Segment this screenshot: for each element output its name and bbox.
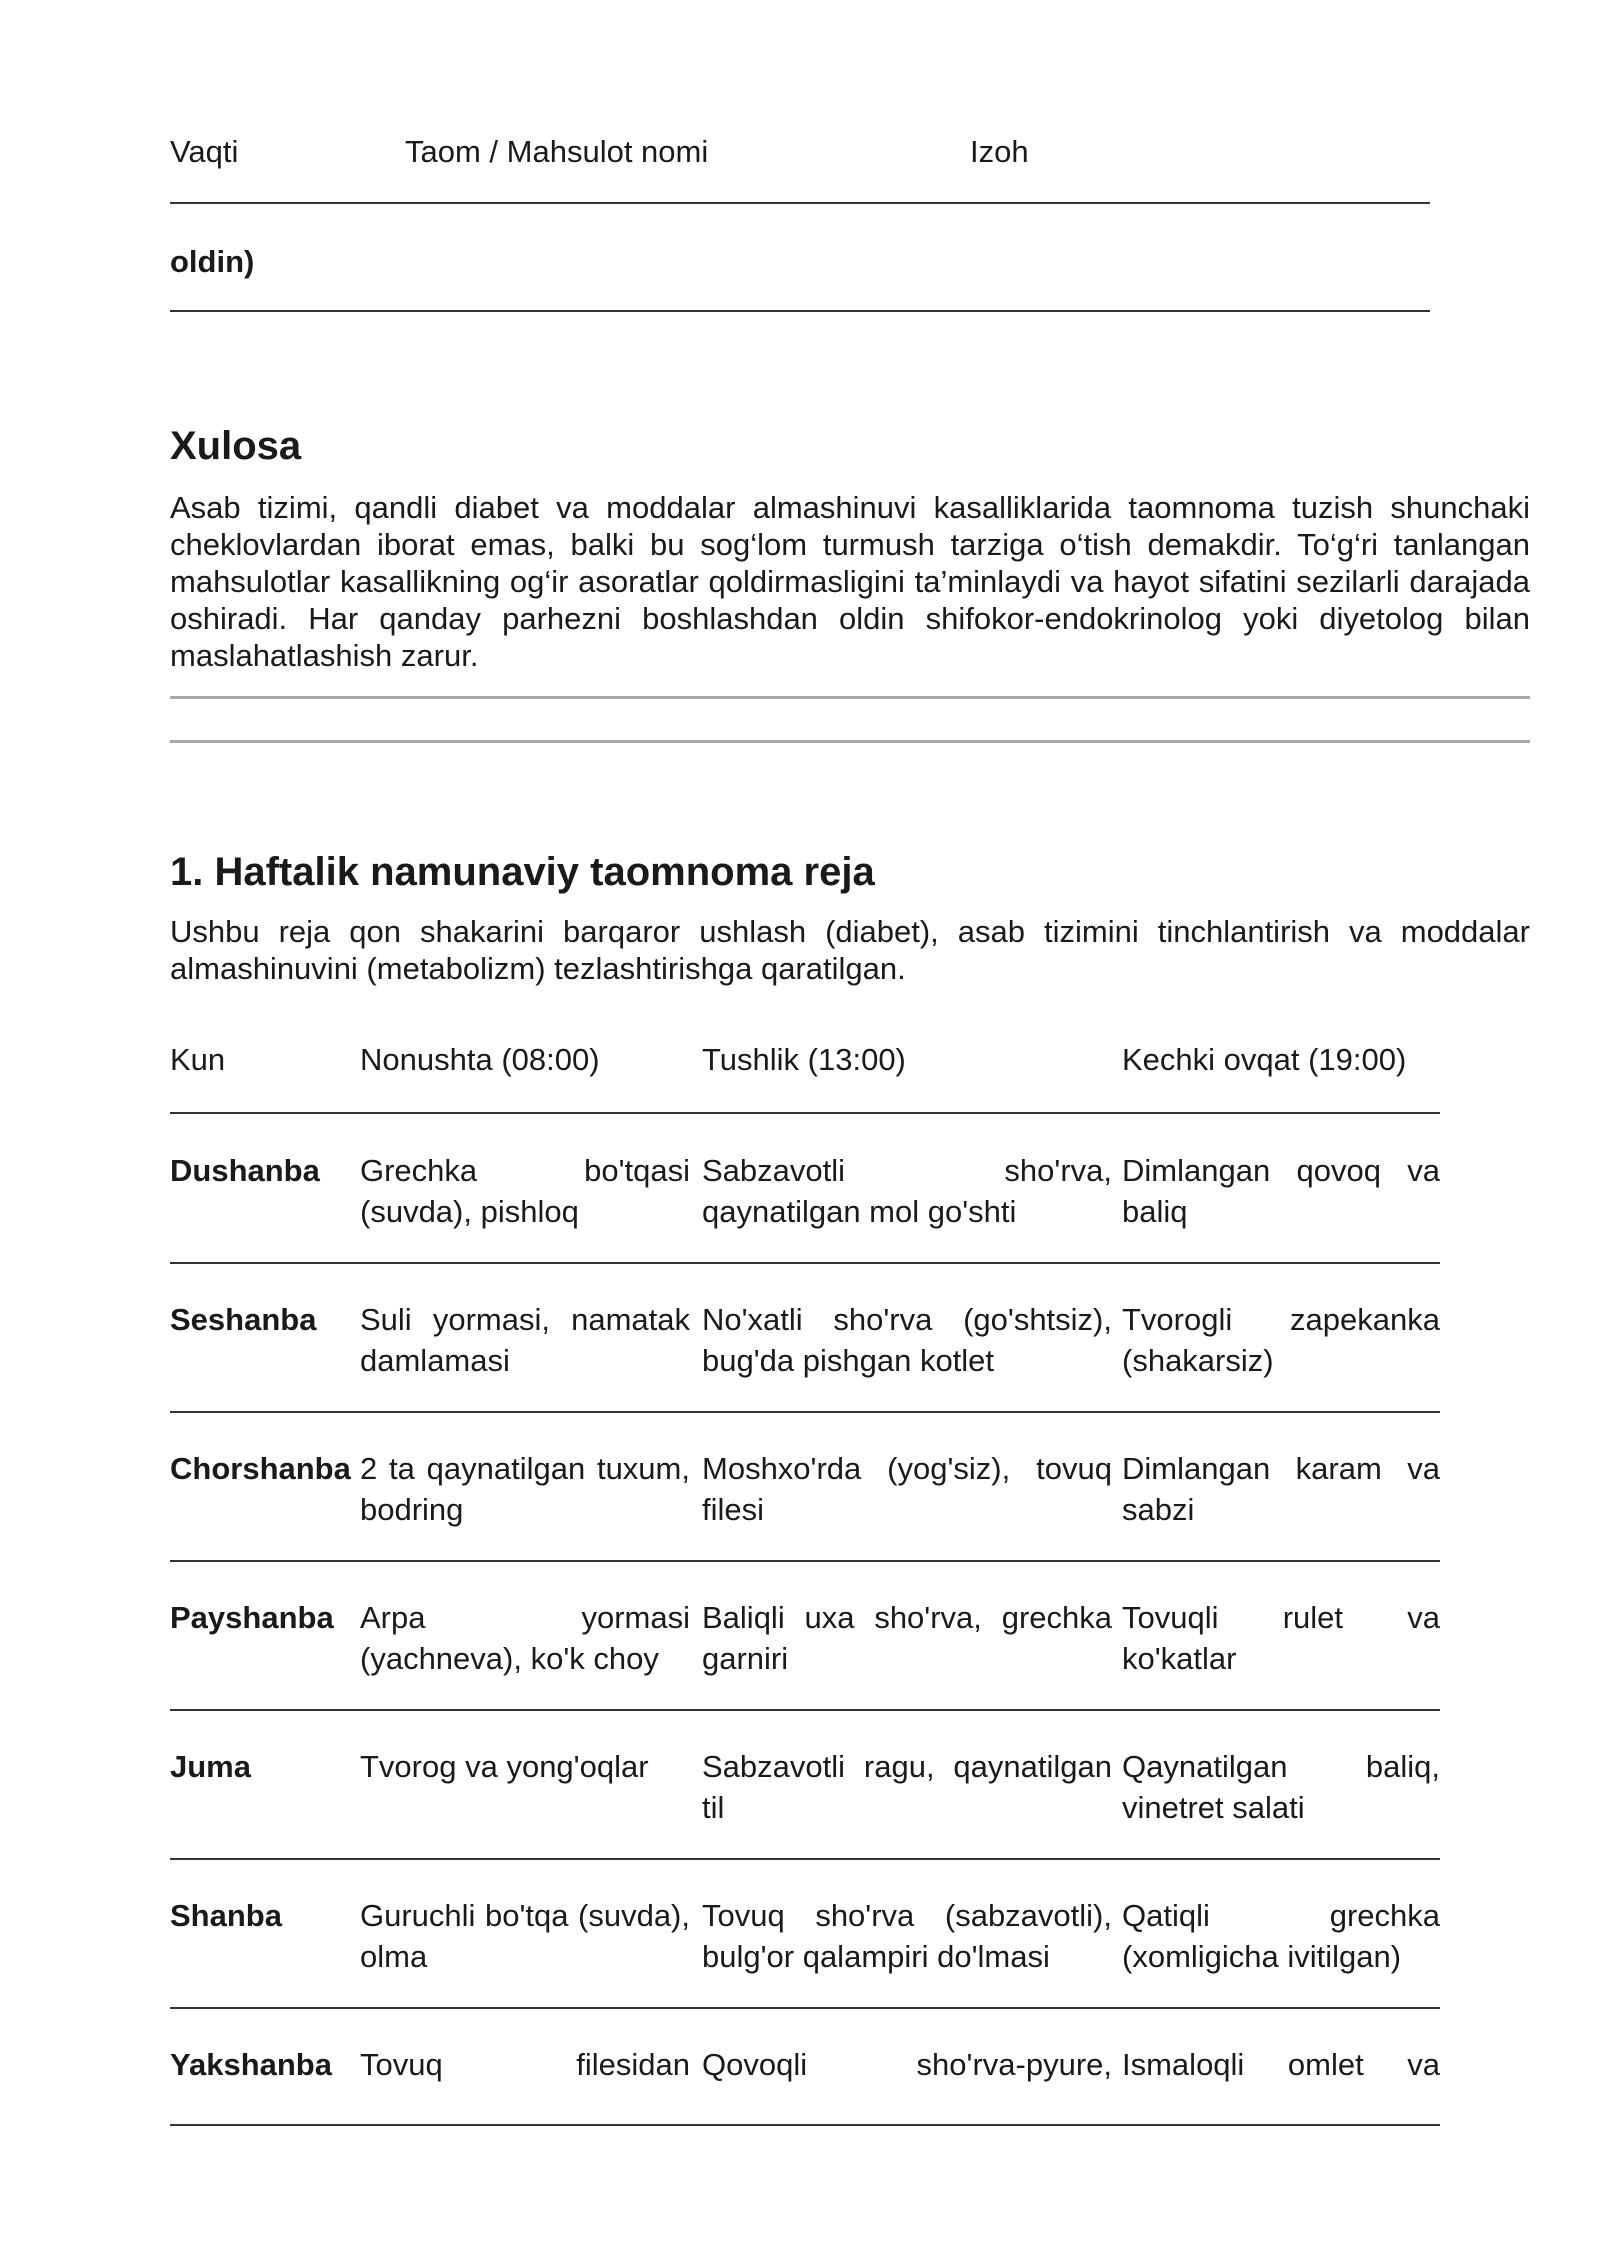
breakfast-cell: Tovuq filesidan (360, 2047, 690, 2082)
day-cell: Dushanba (170, 1153, 320, 1188)
lunch-cell: Sabzavotli ragu, qaynatilgan til (702, 1749, 1112, 1825)
breakfast-cell: 2 ta qaynatilgan tuxum, bodring (360, 1451, 690, 1527)
conclusion-paragraph: Asab tizimi, qandli diabet va moddalar almashinuvi kasalliklarida taomnoma tuzish shunchaki cheklovlardan iborat emas, balki bu sog‘lom turmush tarziga o‘tish demakdir. To‘g‘ri tanlangan mahsulotlar kasallikning og‘ir asoratlar qoldirmasligini ta’minlaydi va hayot sifatini sezilarli darajada oshiradi. Har qanday parhezni boshlashdan oldin shifokor-endokrinolog yoki diyetolog bilan maslahatlashish zarur. (170, 490, 1530, 673)
dinner-cell: Qatiqli grechka (xomligicha ivitilgan) (1122, 1898, 1440, 1974)
header-izoh: Izoh (970, 134, 1029, 169)
table-rule (170, 2007, 1440, 2009)
header-kun: Kun (170, 1042, 226, 1077)
table-rule (170, 1112, 1440, 1114)
header-tushlik: Tushlik (13:00) (702, 1042, 906, 1077)
day-cell: Chorshanba (170, 1451, 351, 1486)
dinner-cell: Ismaloqli omlet va (1122, 2047, 1440, 2082)
dinner-cell: Qaynatilgan baliq, vinetret salati (1122, 1749, 1440, 1825)
weekly-table-header (170, 1042, 1440, 1082)
breakfast-cell: Tvorog va yong'oqlar (360, 1749, 649, 1784)
day-cell: Seshanba (170, 1302, 317, 1337)
dinner-cell: Dimlangan karam va sabzi (1122, 1451, 1440, 1527)
header-kechki-ovqat: Kechki ovqat (19:00) (1122, 1042, 1407, 1077)
table-rule (170, 1560, 1440, 1562)
table-rule (170, 1262, 1440, 1264)
table-rule (170, 1709, 1440, 1711)
day-cell: Yakshanba (170, 2047, 332, 2082)
conclusion-title: Xulosa (170, 424, 302, 468)
dinner-cell: Dimlangan qovoq va baliq (1122, 1153, 1440, 1229)
breakfast-cell: Arpa yormasi (yachneva), ko'k choy (360, 1600, 690, 1676)
lunch-cell: No'xatli sho'rva (go'shtsiz), bug'da pishgan kotlet (702, 1302, 1112, 1378)
dinner-cell: Tvorogli zapekanka (shakarsiz) (1122, 1302, 1440, 1378)
weekly-plan-intro: Ushbu reja qon shakarini barqaror ushlash (diabet), asab tizimini tinchlantirish va moddalar almashinuvini (metabolizm) tezlashtirishga qaratilgan. (170, 914, 1530, 986)
lunch-cell: Baliqli uxa sho'rva, grechka garniri (702, 1600, 1112, 1676)
top-table-row-text: oldin) (170, 244, 255, 279)
table-rule (170, 310, 1430, 312)
table-rule (170, 2124, 1440, 2126)
separator-line (170, 696, 1530, 699)
day-cell: Shanba (170, 1898, 282, 1933)
weekly-plan-title: 1. Haftalik namunaviy taomnoma reja (170, 850, 875, 894)
dinner-cell: Tovuqli rulet va ko'katlar (1122, 1600, 1440, 1676)
lunch-cell: Moshxo'rda (yog'siz), tovuq filesi (702, 1451, 1112, 1527)
table-rule (170, 1858, 1440, 1860)
separator-line (170, 740, 1530, 743)
table-rule (170, 1411, 1440, 1413)
day-cell: Payshanba (170, 1600, 334, 1635)
breakfast-cell: Suli yormasi, namatak damlamasi (360, 1302, 690, 1378)
lunch-cell: Tovuq sho'rva (sabzavotli), bulg'or qalampiri do'lmasi (702, 1898, 1112, 1974)
lunch-cell: Qovoqli sho'rva-pyure, (702, 2047, 1112, 2082)
header-taom-nomi: Taom / Mahsulot nomi (405, 134, 709, 169)
top-table-header (170, 134, 1430, 174)
breakfast-cell: Grechka bo'tqasi (suvda), pishloq (360, 1153, 690, 1229)
breakfast-cell: Guruchli bo'tqa (suvda), olma (360, 1898, 690, 1974)
lunch-cell: Sabzavotli sho'rva, qaynatilgan mol go'shti (702, 1153, 1112, 1229)
header-nonushta: Nonushta (08:00) (360, 1042, 600, 1077)
table-rule (170, 202, 1430, 204)
day-cell: Juma (170, 1749, 251, 1784)
header-vaqti: Vaqti (170, 134, 239, 169)
